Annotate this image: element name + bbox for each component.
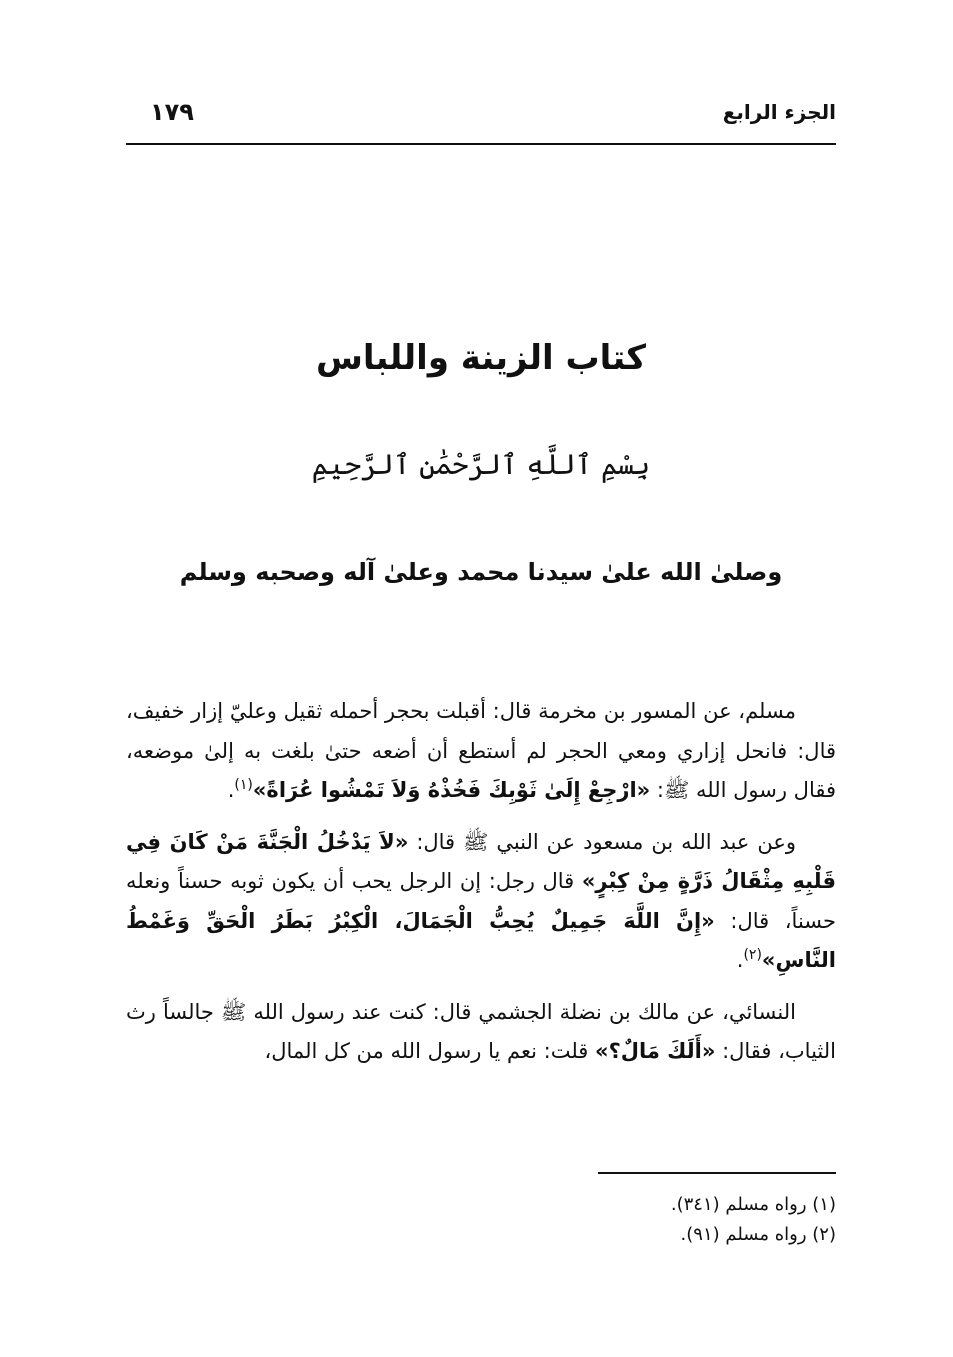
footnote-1: (١) رواه مسلم (٣٤١). [670,1194,836,1215]
paragraph-2-mid: قال رجل: إن الرجل يحب أن يكون ثوبه حسناً ونعله حسناً، قال: [126,869,836,933]
paragraph-2-hadith: «لاَ يَدْخُلُ الْجَنَّةَ مَنْ كَانَ فِي قَلْبِهِ مِثْقَالُ ذَرَّةٍ مِنْ كِبْرٍ» [126,829,836,893]
paragraph-2 [126,823,836,981]
footnote-ref-1: (١) [234,777,253,793]
footnote-2: (٢) رواه مسلم (٩١). [680,1224,836,1245]
running-title: الجزء الرابع [722,100,836,124]
header-rule [126,143,836,145]
footnote-rule [598,1172,836,1174]
running-header [126,96,836,134]
chapter-title: كتاب الزينة واللباس [315,338,647,378]
paragraph-2-hadith-2: «إِنَّ اللَّهَ جَمِيلٌ يُحِبُّ الْجَمَالَ، الْكِبْرُ بَطَرُ الْحَقِّ وَغَمْطُ النَّاسِ» [126,908,836,972]
body-text [126,692,836,1084]
paragraph-2-lead: وعن عبد الله بن مسعود عن النبي ﷺ قال: [408,829,796,854]
paragraph-3-hadith: «أَلَكَ مَالٌ؟» [595,1039,716,1063]
salutation-line: وصلىٰ الله علىٰ سيدنا محمد وعلىٰ آله وصحبه وسلم [179,558,783,586]
basmala: بِسْمِ ٱللَّهِ ٱلرَّحْمَٰنِ ٱلرَّحِيمِ [311,448,651,481]
paragraph-1-hadith: «ارْجِعْ إِلَىٰ ثَوْبِكَ فَخُذْهُ وَلاَ تَمْشُوا عُرَاةً» [252,778,651,802]
paragraph-3-tail: قلت: نعم يا رسول الله من كل المال، [264,1039,596,1063]
footnote-ref-2: (٢) [743,947,762,963]
page-number: ١٧٩ [150,98,194,126]
paragraph-1 [126,692,836,811]
paragraph-3-lead: النسائي، عن مالك بن نضلة الجشمي قال: كنت عند رسول الله ﷺ جالساً رث الثياب، فقال: [126,999,836,1063]
footnotes [426,1190,836,1250]
paragraph-2-tail: . [736,948,744,972]
paragraph-1-tail: . [227,778,235,802]
paragraph-1-lead: مسلم، عن المسور بن مخرمة قال: أقبلت بحجر أحمله ثقيل وعليّ إزار خفيف، قال: فانحل إزاري ومعي الحجر لم أستطع أن أضعه حتىٰ بلغت به إلىٰ موضعه، فقال رسول الله ﷺ: [126,699,836,802]
paragraph-3 [126,993,836,1072]
